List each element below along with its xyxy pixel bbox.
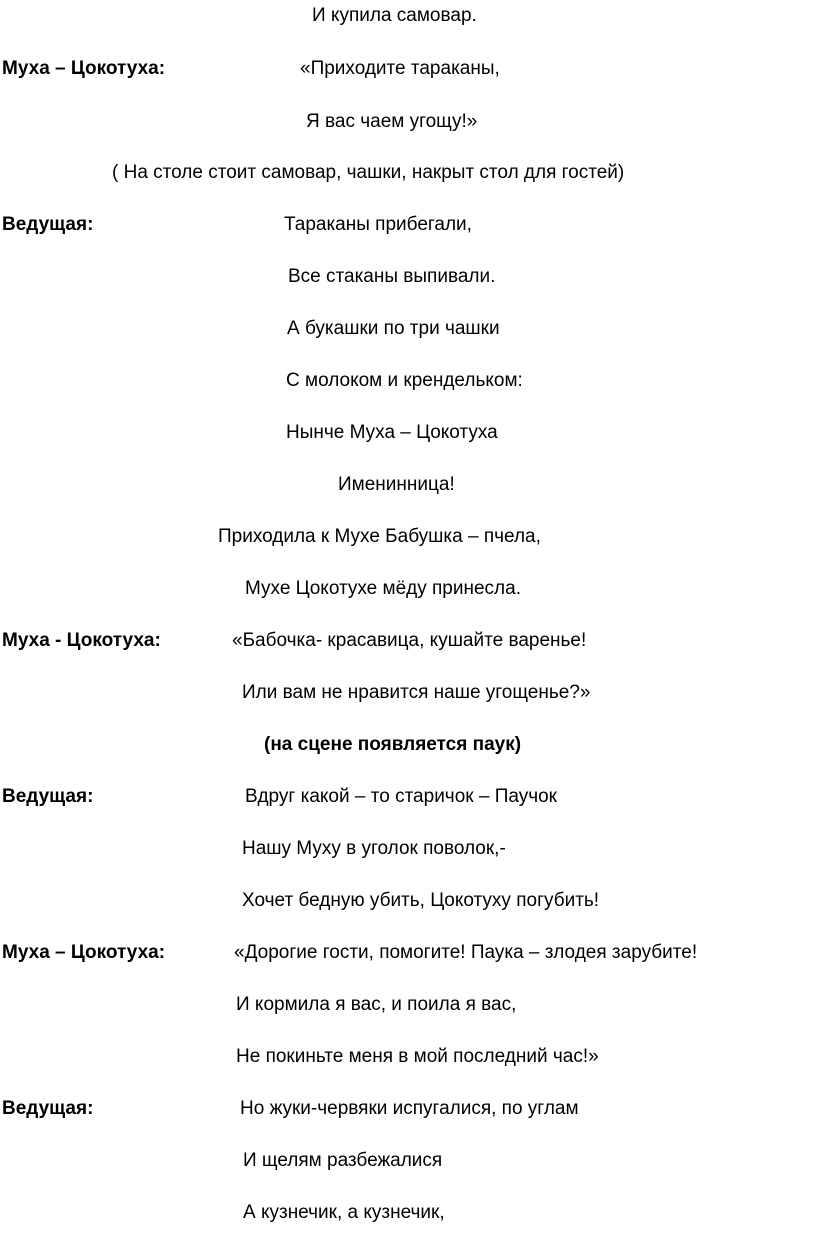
script-line: Я вас чаем угощу!» bbox=[306, 111, 478, 132]
script-line: «Приходите тараканы, bbox=[300, 58, 500, 79]
speaker-label: Ведущая: bbox=[2, 1098, 94, 1119]
script-line: Все стаканы выпивали. bbox=[288, 266, 496, 287]
speaker-label: Муха - Цокотуха: bbox=[2, 630, 161, 651]
script-line: Мухе Цокотухе мёду принесла. bbox=[245, 578, 521, 599]
script-line: А букашки по три чашки bbox=[287, 318, 500, 339]
script-line: И кормила я вас, и поила я вас, bbox=[236, 994, 517, 1015]
script-line: Нынче Муха – Цокотуха bbox=[286, 422, 498, 443]
script-line: Вдруг какой – то старичок – Паучок bbox=[245, 786, 557, 807]
script-line: С молоком и крендельком: bbox=[286, 370, 523, 391]
stage-direction: (на сцене появляется паук) bbox=[264, 734, 522, 755]
script-line: «Бабочка- красавица, кушайте варенье! bbox=[232, 630, 587, 651]
script-line: Не покиньте меня в мой последний час!» bbox=[236, 1046, 599, 1067]
script-line: Приходила к Мухе Бабушка – пчела, bbox=[218, 526, 541, 547]
speaker-label: Ведущая: bbox=[2, 214, 94, 235]
speaker-label: Ведущая: bbox=[2, 786, 94, 807]
script-line: А кузнечик, а кузнечик, bbox=[243, 1202, 445, 1223]
speaker-label: Муха – Цокотуха: bbox=[2, 942, 166, 963]
script-line: И щелям разбежалися bbox=[243, 1150, 443, 1171]
speaker-label: Муха – Цокотуха: bbox=[2, 58, 166, 79]
script-line: Тараканы прибегали, bbox=[284, 214, 472, 235]
script-line: И купила самовар. bbox=[312, 5, 477, 26]
script-line: Но жуки-червяки испугалися, по углам bbox=[240, 1098, 579, 1119]
script-line: Или вам не нравится наше угощенье?» bbox=[242, 682, 591, 703]
script-line: «Дорогие гости, помогите! Паука – злодея зарубите! bbox=[234, 942, 698, 963]
stage-direction: ( На столе стоит самовар, чашки, накрыт стол для гостей) bbox=[112, 162, 625, 183]
script-line: Именинница! bbox=[338, 474, 455, 495]
script-line: Хочет бедную убить, Цокотуху погубить! bbox=[242, 890, 600, 911]
script-line: Нашу Муху в уголок поволок,- bbox=[242, 838, 506, 859]
